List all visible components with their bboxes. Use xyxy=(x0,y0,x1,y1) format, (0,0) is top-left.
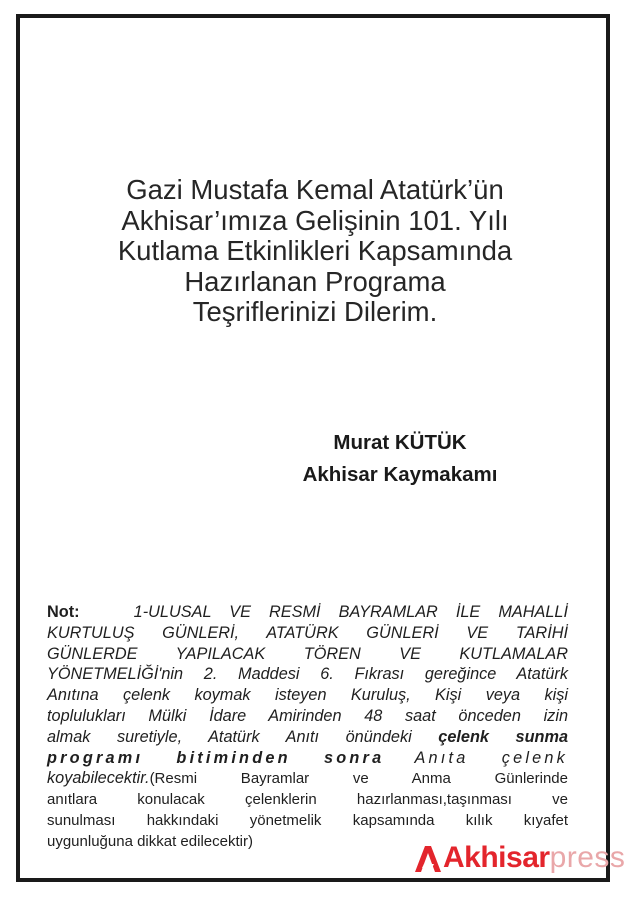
note-line: KURTULUŞ GÜNLERİ, ATATÜRK GÜNLERİ VE TARİHİ xyxy=(47,623,568,642)
note-line: Anıtına çelenk koymak isteyen Kuruluş, Kişi veya kişi xyxy=(47,686,568,705)
signatory-name: Murat KÜTÜK xyxy=(333,431,467,454)
note-emphasis: programı bitiminden sonra xyxy=(47,748,385,767)
heading-line: Teşriflerinizi Dilerim. xyxy=(192,296,438,327)
invitation-heading xyxy=(40,175,590,328)
note-line: toplulukları Mülki İdare Amirinden 48 saat önceden izin xyxy=(47,706,568,725)
watermark-brand: Akhisar xyxy=(443,841,550,874)
note-line: anıtlara konulacak çelenklerin hazırlanması,taşınması ve xyxy=(47,791,568,809)
note-line: YÖNETMELİĞİ'nin 2. Maddesi 6. Fıkrası gereğince Atatürk xyxy=(47,665,568,684)
heading-line: Gazi Mustafa Kemal Atatürk’ün xyxy=(126,174,504,205)
heading-line: Akhisar’ımıza Gelişinin 101. Yılı xyxy=(121,204,509,236)
watermark-suffix: press xyxy=(549,841,626,874)
note-line: uygunluğuna dikkat edilecektir) xyxy=(47,832,253,850)
akhisar-logo-icon xyxy=(413,842,443,874)
note-block xyxy=(47,602,568,853)
note-line: Not: 1-ULUSAL VE RESMİ BAYRAMLAR İLE MAHALLİ xyxy=(47,603,568,621)
note-label: Not: xyxy=(47,603,80,621)
heading-line: Kutlama Etkinlikleri Kapsamında xyxy=(117,235,513,266)
note-line: programı bitiminden sonra Anıta çelenk xyxy=(47,748,568,767)
site-watermark xyxy=(413,838,625,878)
note-line: koyabilecektir.(Resmi Bayramlar ve Anma Günlerinde xyxy=(47,769,568,788)
note-line: sunulması hakkındaki yönetmelik kapsamında kılık kıyafet xyxy=(47,811,568,829)
heading-line: Hazırlanan Programa xyxy=(184,265,446,297)
note-line: GÜNLERDE YAPILACAK TÖREN VE KUTLAMALAR xyxy=(47,644,568,663)
note-emphasis: çelenk sunma xyxy=(438,727,568,746)
signature-block xyxy=(260,427,540,491)
signatory-title: Akhisar Kaymakamı xyxy=(302,463,498,486)
note-line: almak suretiyle, Atatürk Anıtı önündeki çelenk sunma xyxy=(47,727,568,746)
